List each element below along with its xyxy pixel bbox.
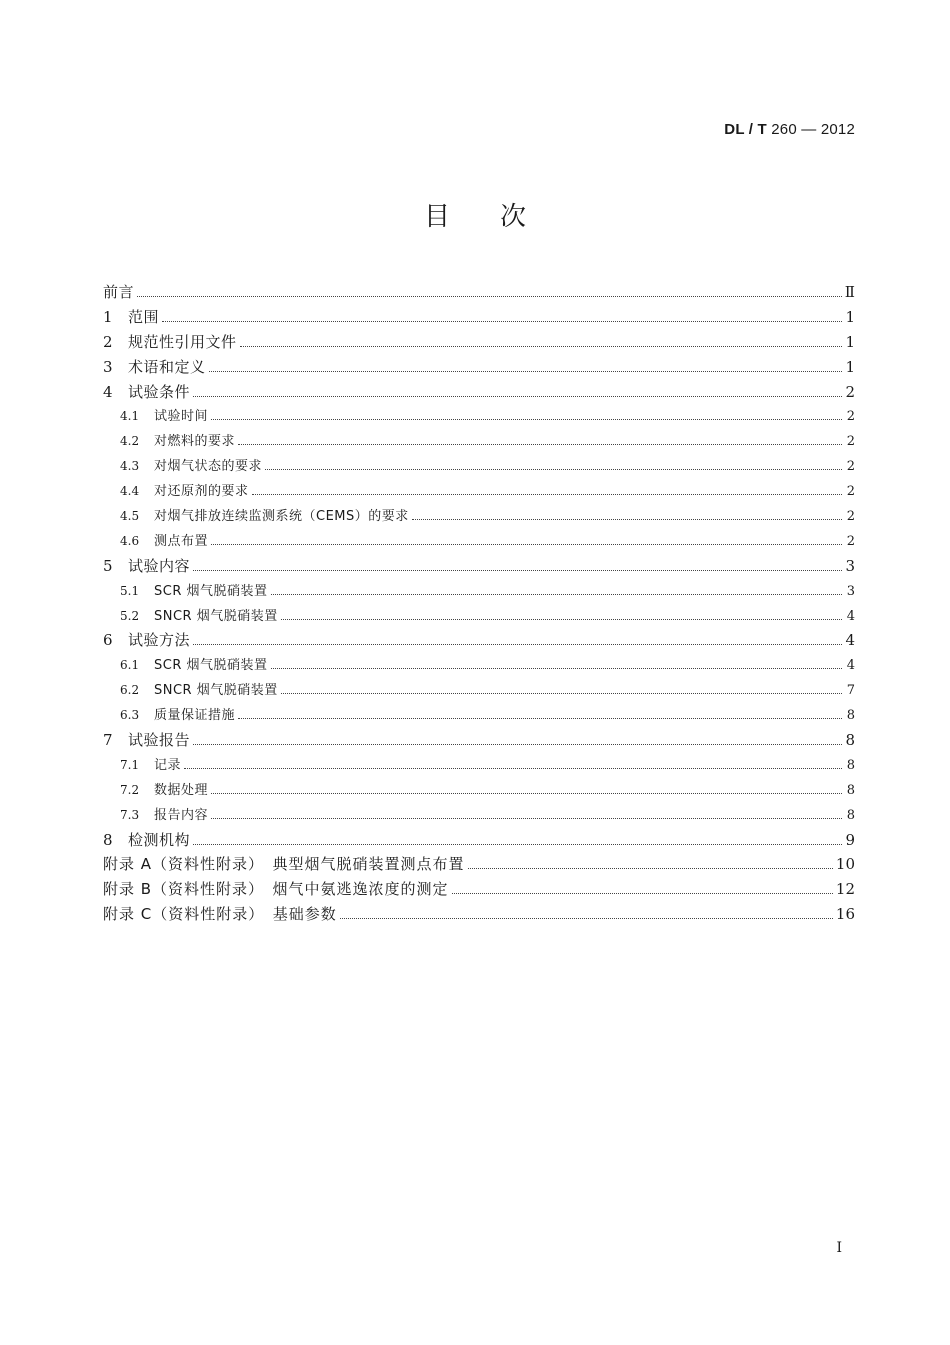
toc-entry[interactable] bbox=[103, 902, 855, 927]
toc-leader-dots bbox=[265, 469, 842, 470]
toc-entry[interactable] bbox=[103, 877, 855, 902]
toc-leader-dots bbox=[281, 619, 842, 620]
toc-entry-label: 试验报告 bbox=[128, 731, 191, 750]
toc-entry-page: 2 bbox=[845, 382, 855, 401]
toc-entry-page: 8 bbox=[846, 708, 855, 724]
toc-entry[interactable] bbox=[103, 429, 855, 454]
toc-entry[interactable] bbox=[103, 852, 855, 877]
toc-entry-number: 8 bbox=[103, 830, 113, 849]
toc-entry[interactable] bbox=[103, 454, 855, 479]
toc-entry-number: 7.1 bbox=[120, 757, 140, 772]
toc-leader-dots bbox=[162, 321, 842, 322]
toc-entry[interactable] bbox=[103, 628, 855, 653]
toc-entry-label: SCR 烟气脱硝装置 bbox=[154, 658, 268, 674]
toc-entry-label: SCR 烟气脱硝装置 bbox=[154, 583, 268, 599]
toc-entry-label: 试验条件 bbox=[128, 382, 191, 401]
toc-entry-page: 7 bbox=[846, 683, 855, 699]
toc-entry-number: 4.1 bbox=[120, 409, 140, 424]
toc-entry-page: 4 bbox=[845, 631, 855, 650]
toc-entry-number: 1 bbox=[103, 307, 113, 326]
toc-entry-label: 附录 C（资料性附录） 基础参数 bbox=[103, 905, 337, 924]
toc-entry-page: 4 bbox=[846, 608, 855, 624]
toc-entry-number: 5 bbox=[103, 556, 113, 575]
toc-entry-page: 10 bbox=[835, 855, 855, 874]
toc-leader-dots bbox=[281, 693, 842, 694]
toc-entry-page: 1 bbox=[845, 307, 855, 326]
toc-entry[interactable] bbox=[103, 504, 855, 529]
document-code-number: 260 — 2012 bbox=[771, 121, 855, 138]
document-code-prefix: DL / T bbox=[724, 121, 767, 138]
toc-leader-dots bbox=[271, 594, 843, 595]
toc-leader-dots bbox=[137, 296, 842, 297]
page-number: I bbox=[836, 1240, 842, 1256]
toc-entry-page: 8 bbox=[845, 731, 855, 750]
toc-entry-number: 4.6 bbox=[120, 533, 140, 548]
toc-entry-number: 7 bbox=[103, 731, 113, 750]
toc-entry-page: 4 bbox=[846, 658, 855, 674]
toc-entry-page: 2 bbox=[846, 459, 855, 475]
toc-entry[interactable] bbox=[103, 803, 855, 828]
toc-leader-dots bbox=[452, 893, 833, 894]
toc-entry-label: 附录 A（资料性附录） 典型烟气脱硝装置测点布置 bbox=[103, 855, 465, 874]
toc-entry[interactable] bbox=[103, 778, 855, 803]
toc-entry[interactable] bbox=[103, 703, 855, 728]
toc-entry[interactable] bbox=[103, 330, 855, 355]
toc-entry[interactable] bbox=[103, 579, 855, 604]
toc-entry[interactable] bbox=[103, 280, 855, 305]
toc-entry-label: SNCR 烟气脱硝装置 bbox=[154, 683, 278, 699]
toc-leader-dots bbox=[412, 519, 842, 520]
toc-entry-label: 测点布置 bbox=[154, 533, 209, 549]
toc-leader-dots bbox=[211, 793, 842, 794]
toc-entry-page: 8 bbox=[846, 757, 855, 773]
toc-entry[interactable] bbox=[103, 355, 855, 380]
toc-leader-dots bbox=[209, 371, 842, 372]
toc-leader-dots bbox=[238, 718, 842, 719]
toc-entry-label: 对还原剂的要求 bbox=[154, 484, 249, 500]
toc-entry-page: 2 bbox=[846, 533, 855, 549]
toc-entry[interactable] bbox=[103, 554, 855, 579]
toc-entry[interactable] bbox=[103, 728, 855, 753]
toc-entry-page: 16 bbox=[835, 905, 855, 924]
toc-entry-label: 规范性引用文件 bbox=[128, 332, 237, 351]
toc-entry-label: 范围 bbox=[128, 307, 160, 326]
toc-entry-label: 质量保证措施 bbox=[154, 708, 236, 724]
toc-leader-dots bbox=[252, 494, 842, 495]
toc-entry-number: 5.1 bbox=[120, 583, 140, 598]
toc-entry-number: 7.2 bbox=[120, 782, 140, 797]
toc-entry-number: 7.3 bbox=[120, 807, 140, 822]
toc-leader-dots bbox=[271, 668, 843, 669]
toc-leader-dots bbox=[211, 544, 842, 545]
toc-entry-number: 4 bbox=[103, 382, 113, 401]
toc-entry-number: 4.5 bbox=[120, 509, 140, 524]
toc-leader-dots bbox=[211, 419, 842, 420]
toc-entry-label: 前言 bbox=[103, 283, 135, 301]
toc-entry-label: 记录 bbox=[154, 757, 182, 773]
toc-entry-label: 检测机构 bbox=[128, 830, 191, 849]
toc-entry-page: 9 bbox=[845, 830, 855, 849]
toc-leader-dots bbox=[240, 346, 842, 347]
toc-entry-number: 5.2 bbox=[120, 608, 140, 623]
toc-entry[interactable] bbox=[103, 604, 855, 629]
page-title: 目次 bbox=[423, 202, 576, 232]
toc-leader-dots bbox=[193, 570, 842, 571]
toc-entry-page: Ⅱ bbox=[844, 283, 855, 301]
toc-leader-dots bbox=[193, 396, 842, 397]
toc-entry[interactable] bbox=[103, 380, 855, 405]
toc-entry[interactable] bbox=[103, 479, 855, 504]
toc-leader-dots bbox=[184, 768, 842, 769]
toc-entry[interactable] bbox=[103, 529, 855, 554]
toc-entry-label: 对燃料的要求 bbox=[154, 434, 236, 450]
toc-entry-label: 对烟气状态的要求 bbox=[154, 459, 263, 475]
toc-entry-page: 12 bbox=[835, 880, 855, 899]
toc-entry-label: 附录 B（资料性附录） 烟气中氨逃逸浓度的测定 bbox=[103, 880, 449, 899]
document-code bbox=[724, 121, 855, 138]
toc-entry-page: 3 bbox=[846, 583, 855, 599]
toc-entry[interactable] bbox=[103, 753, 855, 778]
toc-entry[interactable] bbox=[103, 404, 855, 429]
toc-entry-label: 术语和定义 bbox=[128, 357, 206, 376]
toc-leader-dots bbox=[193, 744, 842, 745]
toc-leader-dots bbox=[193, 644, 842, 645]
toc-entry-page: 8 bbox=[846, 807, 855, 823]
toc-entry-page: 1 bbox=[845, 332, 855, 351]
toc-entry-label: SNCR 烟气脱硝装置 bbox=[154, 608, 278, 624]
toc-entry[interactable] bbox=[103, 678, 855, 703]
toc-leader-dots bbox=[468, 868, 833, 869]
toc-entry-number: 3 bbox=[103, 357, 113, 376]
toc-entry-label: 数据处理 bbox=[154, 782, 209, 798]
toc-entry-number: 6.1 bbox=[120, 658, 140, 673]
toc-entry-page: 2 bbox=[846, 509, 855, 525]
toc-entry-label: 试验内容 bbox=[128, 556, 191, 575]
toc-entry-label: 报告内容 bbox=[154, 807, 209, 823]
toc-leader-dots bbox=[340, 918, 833, 919]
toc-entry-label: 试验方法 bbox=[128, 631, 191, 650]
toc-entry[interactable] bbox=[103, 305, 855, 330]
toc-leader-dots bbox=[193, 844, 842, 845]
table-of-contents bbox=[103, 280, 855, 927]
toc-entry-number: 4.3 bbox=[120, 459, 140, 474]
toc-entry[interactable] bbox=[103, 828, 855, 853]
toc-entry-page: 1 bbox=[845, 357, 855, 376]
toc-entry-label: 对烟气排放连续监测系统（CEMS）的要求 bbox=[154, 509, 409, 525]
toc-entry-label: 试验时间 bbox=[154, 409, 209, 425]
toc-entry-page: 2 bbox=[846, 434, 855, 450]
toc-leader-dots bbox=[238, 444, 842, 445]
toc-entry-page: 3 bbox=[845, 556, 855, 575]
toc-entry-page: 2 bbox=[846, 484, 855, 500]
toc-entry-number: 2 bbox=[103, 332, 113, 351]
toc-entry-number: 6.3 bbox=[120, 708, 140, 723]
toc-entry-number: 4.4 bbox=[120, 484, 140, 499]
toc-leader-dots bbox=[211, 818, 842, 819]
toc-entry-number: 6 bbox=[103, 631, 113, 650]
toc-entry[interactable] bbox=[103, 653, 855, 678]
toc-entry-page: 8 bbox=[846, 782, 855, 798]
toc-entry-number: 6.2 bbox=[120, 683, 140, 698]
toc-entry-number: 4.2 bbox=[120, 434, 140, 449]
toc-entry-page: 2 bbox=[846, 409, 855, 425]
